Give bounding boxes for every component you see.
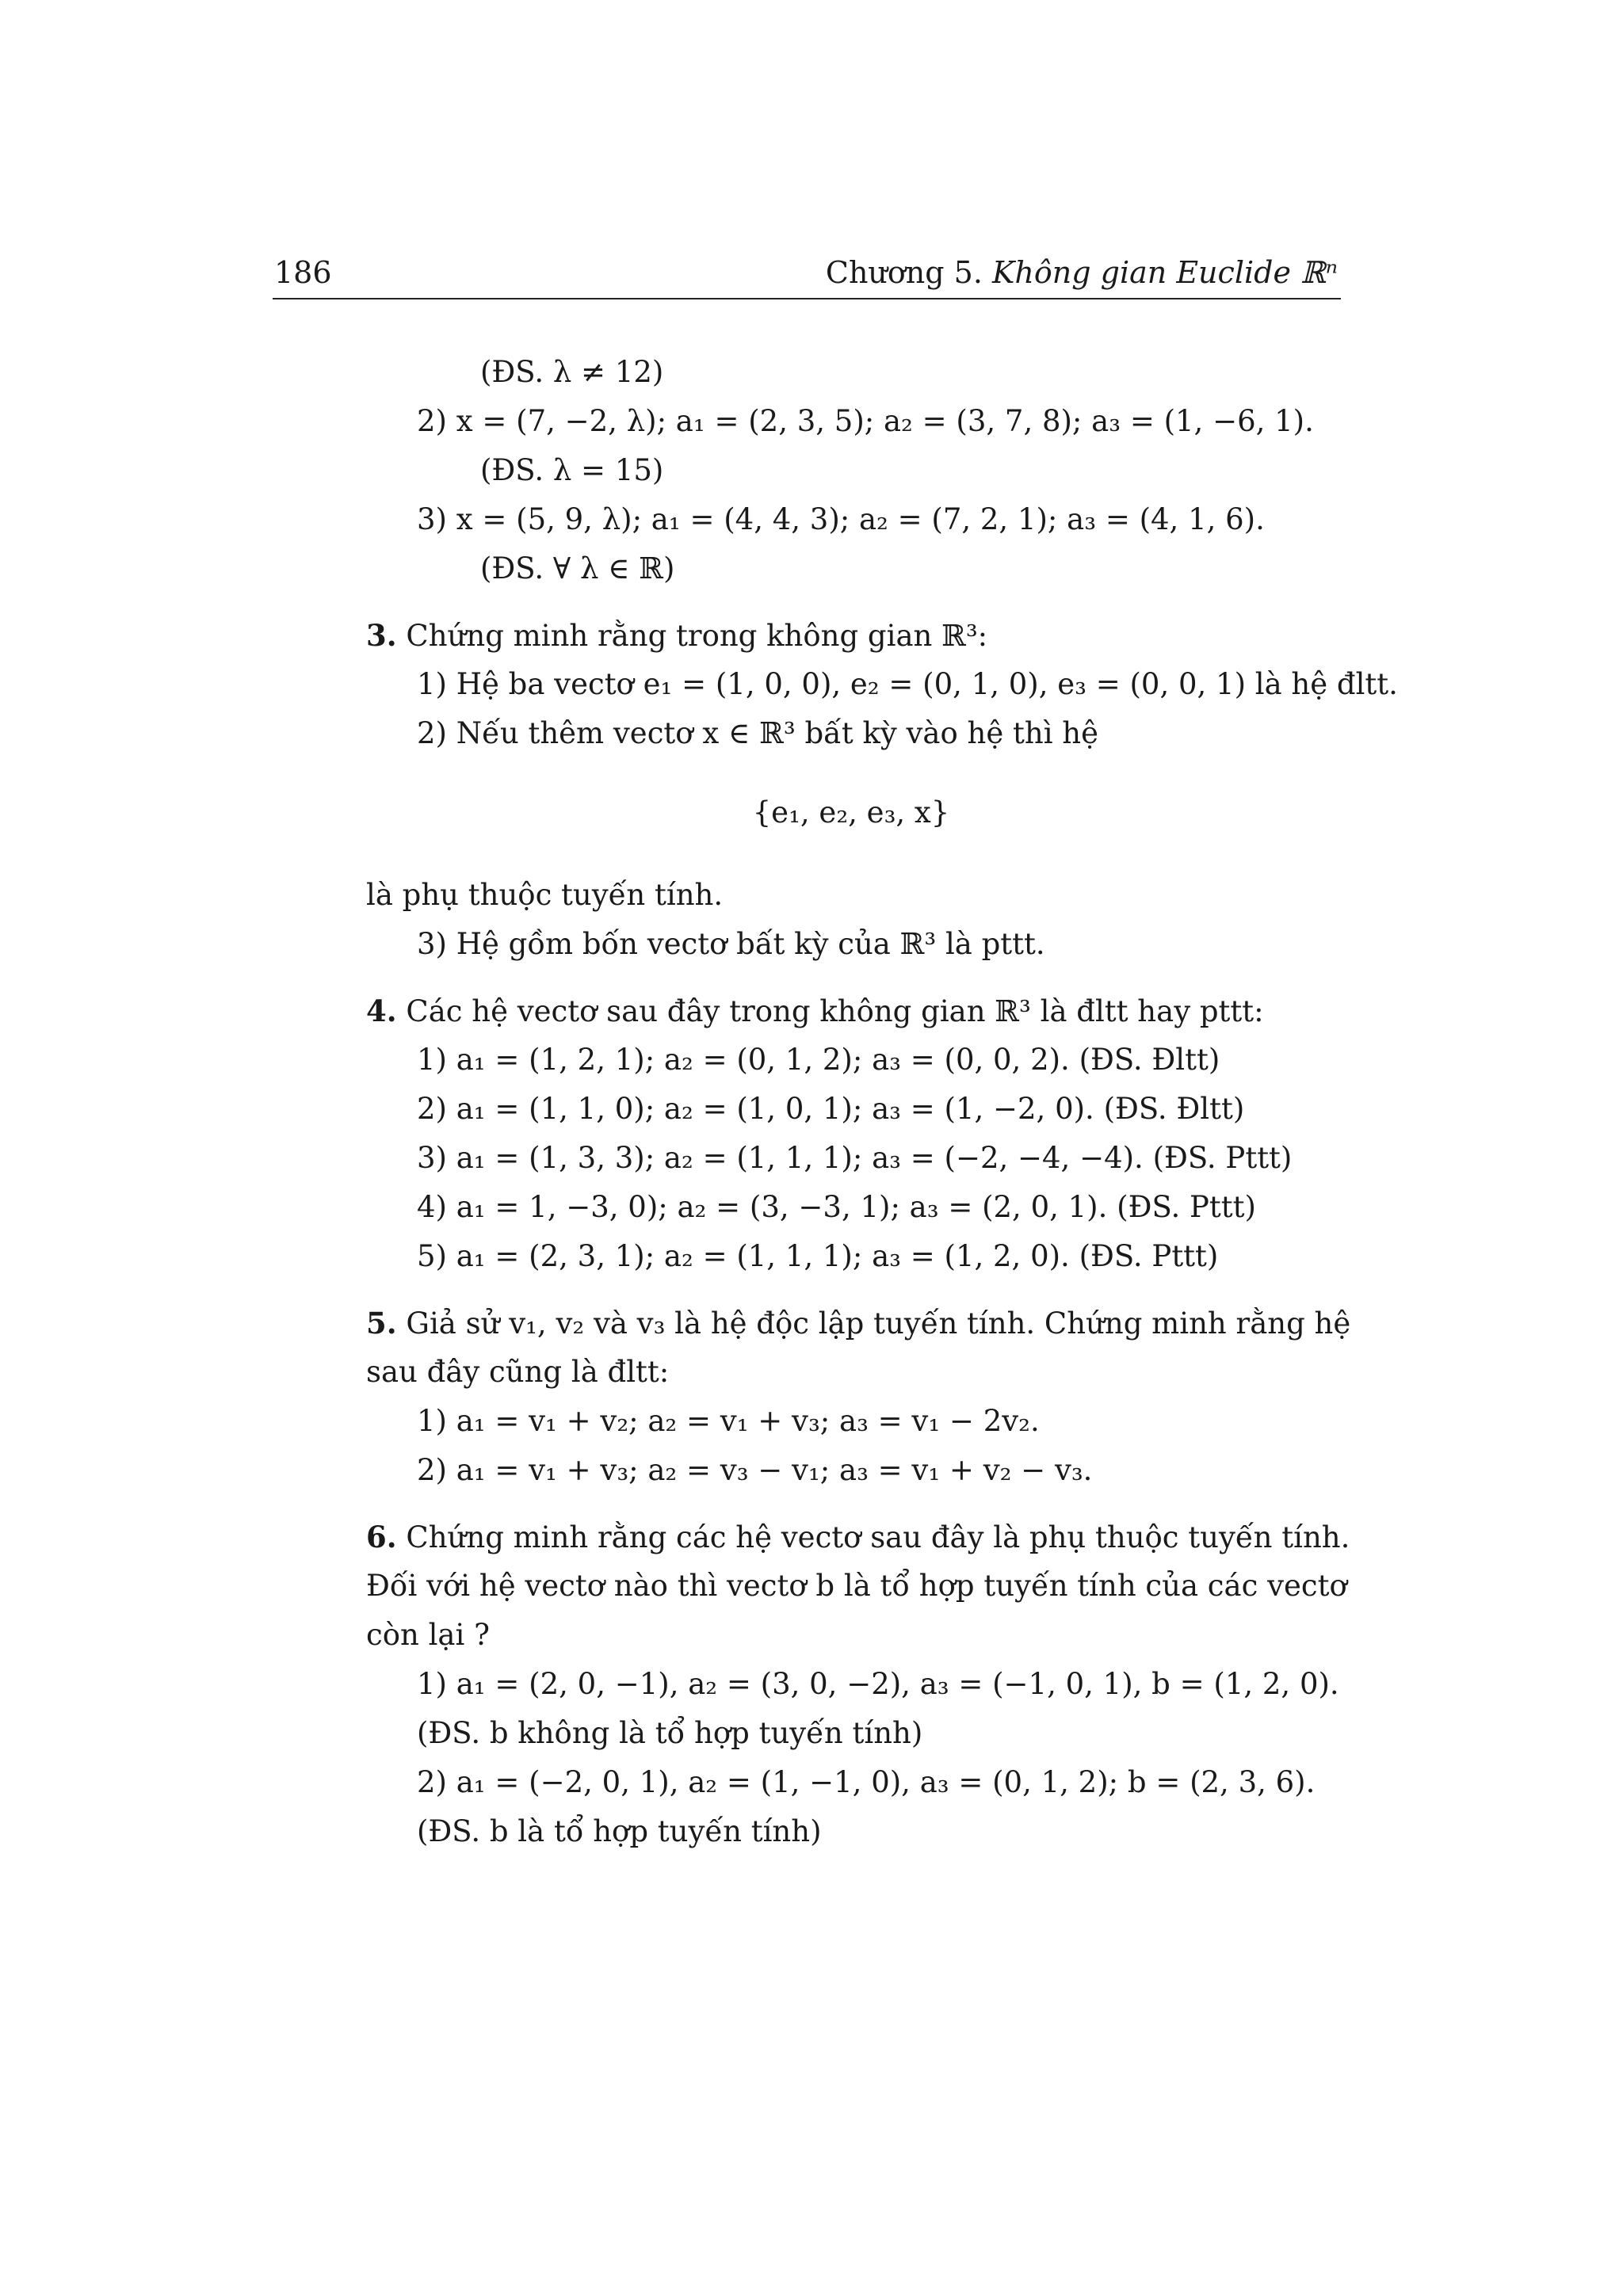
exercise-number: 6. [366,1520,397,1554]
display-formula: {e₁, e₂, e₃, x} [752,795,950,830]
exercise-item: 2) Nếu thêm vectơ x ∈ ℝ³ bất kỳ vào hệ thì hệ [417,716,1099,750]
paragraph-line: sau đây cũng là đltt: [366,1355,670,1389]
exercise-heading [366,1304,1350,1343]
exercise-item: 3) a₁ = (1, 3, 3); a₂ = (1, 1, 1); a₃ = (−2, −4, −4). (ĐS. Pttt) [417,1141,1293,1175]
exercise-item: 2) a₁ = (1, 1, 0); a₂ = (1, 0, 1); a₃ = (1, −2, 0). (ĐS. Đltt) [417,1092,1245,1126]
exercise-heading [366,1518,1350,1557]
exercise-item: 1) a₁ = (1, 2, 1); a₂ = (0, 1, 2); a₃ = (0, 0, 2). (ĐS. Đltt) [417,1043,1220,1077]
exercise-item: 2) x = (7, −2, λ); a₁ = (2, 3, 5); a₂ = (3, 7, 8); a₃ = (1, −6, 1). [417,404,1314,438]
paragraph-line: Đối với hệ vectơ nào thì vectơ b là tổ hợp tuyến tính của các vectơ [366,1569,1347,1603]
chapter-title: Không gian Euclide ℝⁿ [992,255,1338,290]
chapter-number: Chương 5. [825,255,983,290]
paragraph-line: là phụ thuộc tuyến tính. [366,878,724,912]
exercise-number: 4. [366,994,397,1028]
exercise-number: 5. [366,1306,397,1341]
exercise-item: 3) x = (5, 9, λ); a₁ = (4, 4, 3); a₂ = (7, 2, 1); a₃ = (4, 1, 6). [417,502,1265,536]
exercise-statement: Chứng minh rằng các hệ vectơ sau đây là phụ thuộc tuyến tính. [406,1520,1350,1554]
answer-line: (ĐS. λ ≠ 12) [480,355,664,389]
exercise-heading [366,616,987,655]
exercise-statement: Giả sử v₁, v₂ và v₃ là hệ độc lập tuyến tính. Chứng minh rằng hệ [406,1306,1351,1341]
exercise-statement: Chứng minh rằng trong không gian ℝ³: [406,619,988,653]
answer-line: (ĐS. b không là tổ hợp tuyến tính) [417,1716,923,1750]
answer-line: (ĐS. λ = 15) [480,453,664,487]
answer-line: (ĐS. ∀ λ ∈ ℝ) [480,551,675,585]
exercise-item: 3) Hệ gồm bốn vectơ bất kỳ của ℝ³ là pttt. [417,927,1045,961]
exercise-item: 1) a₁ = (2, 0, −1), a₂ = (3, 0, −2), a₃ = (−1, 0, 1), b = (1, 2, 0). [417,1667,1339,1701]
exercise-item: 1) Hệ ba vectơ e₁ = (1, 0, 0), e₂ = (0, 1, 0), e₃ = (0, 0, 1) là hệ đltt. [417,667,1398,701]
exercise-statement: Các hệ vectơ sau đây trong không gian ℝ³ là đltt hay pttt: [406,994,1264,1028]
page-number: 186 [274,255,332,290]
answer-line: (ĐS. b là tổ hợp tuyến tính) [417,1814,822,1848]
paragraph-line: còn lại ? [366,1618,490,1652]
exercise-number: 3. [366,618,397,653]
exercise-item: 2) a₁ = v₁ + v₃; a₂ = v₃ − v₁; a₃ = v₁ + v₂ − v₃. [417,1453,1093,1487]
exercise-item: 2) a₁ = (−2, 0, 1), a₂ = (1, −1, 0), a₃ = (0, 1, 2); b = (2, 3, 6). [417,1765,1316,1799]
exercise-item: 1) a₁ = v₁ + v₂; a₂ = v₁ + v₃; a₃ = v₁ − 2v₂. [417,1404,1040,1438]
exercise-item: 4) a₁ = 1, −3, 0); a₂ = (3, −3, 1); a₃ = (2, 0, 1). (ĐS. Pttt) [417,1190,1256,1224]
exercise-heading [366,992,1264,1031]
exercise-item: 5) a₁ = (2, 3, 1); a₂ = (1, 1, 1); a₃ = (1, 2, 0). (ĐS. Pttt) [417,1239,1219,1273]
